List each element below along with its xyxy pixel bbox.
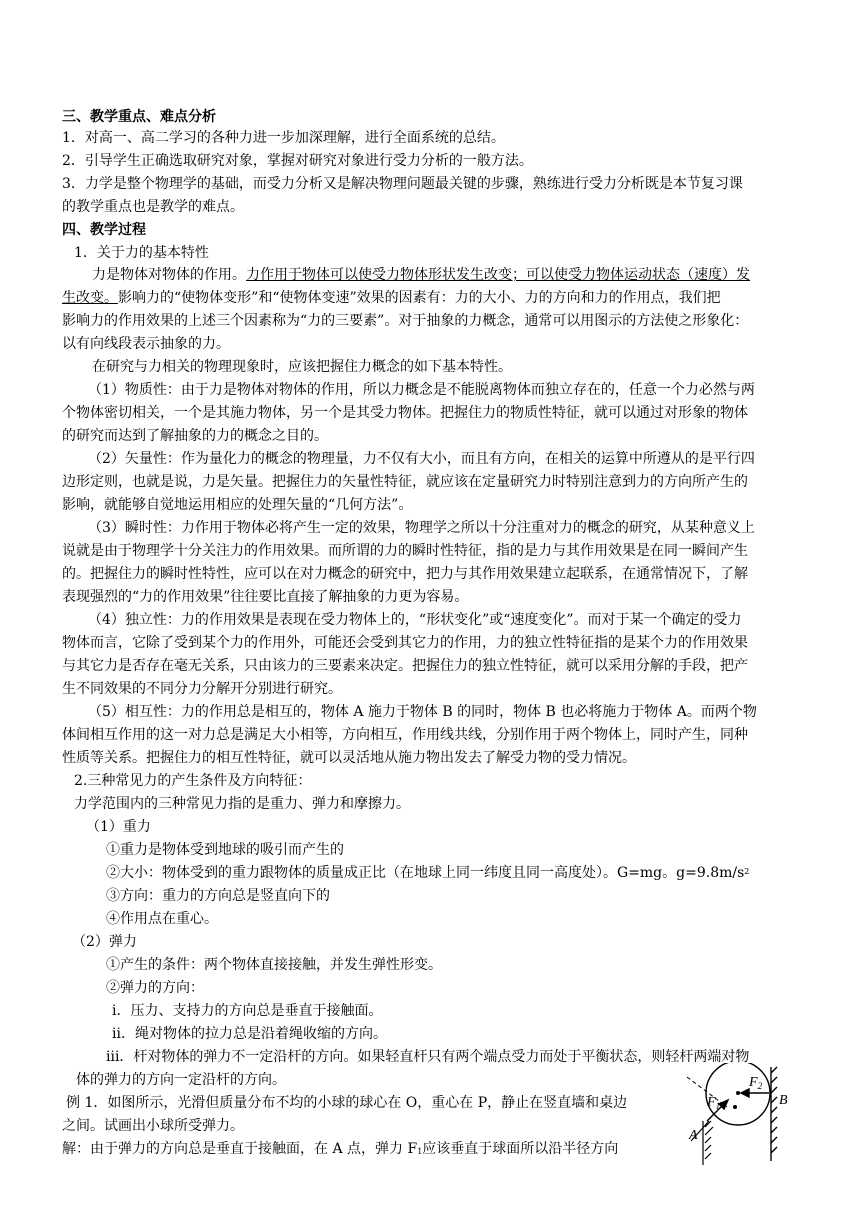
label-f2: $F_2$ bbox=[749, 1075, 763, 1091]
subsection1-heading: 1．关于力的基本特性 bbox=[74, 245, 209, 261]
example1-line1: 例 1．如图所示，光滑但质量分布不均的小球的球心在 O，重心在 P，静止在竖直墙和桌边 bbox=[66, 1095, 628, 1111]
property3-line3: 的。把握住力的瞬时性特性，应可以在对力概念的研究中，把力与其作用效果建立起联系，在通常情况下，了解 bbox=[62, 566, 748, 582]
section3-point2: 2．引导学生正确选取研究对象，掌握对研究对象进行受力分析的一般方法。 bbox=[62, 153, 533, 169]
solution-line1: 解：由于弹力的方向总是垂直于接触面，在 A 点，弹力 F1应该垂直于球面所以沿半径方向 bbox=[62, 1141, 619, 1157]
property2-line1: （2）矢量性：作为量化力的概念的物理量，力不仅有大小，而且有方向，在相关的运算中所遵从的是平行四 bbox=[88, 451, 755, 467]
subsection2-heading: 2.三种常见力的产生条件及方向特征： bbox=[74, 773, 312, 789]
property3-line2: 说就是由于物理学十分关注力的作用效果。而所谓的力的瞬时性特征，指的是力与其作用效果是在同一瞬间产生 bbox=[62, 543, 748, 559]
gravity-item1: ①重力是物体受到地球的吸引而产生的 bbox=[106, 842, 344, 858]
section3-point3-line2: 的教学重点也是教学的难点。 bbox=[62, 199, 244, 215]
label-a: A bbox=[689, 1128, 698, 1143]
property2-line2: 边形定则，也就是说，力是矢量。把握住力的矢量性特征，就应该在定量研究力时特别注意到力的方向所产生的 bbox=[62, 474, 748, 490]
center-point bbox=[736, 1091, 740, 1095]
property3-line4: 表现强烈的“力的作用效果”往往要比直接了解抽象的力更为容易。 bbox=[62, 589, 469, 605]
elastic-heading: （2）弹力 bbox=[72, 934, 137, 950]
property1-line1: （1）物质性：由于力是物体对物体的作用，所以力概念是不能脱离物体而独立存在的，任意一个力必然与两 bbox=[88, 382, 755, 398]
intro-line5: 在研究与力相关的物理现象时，应该把握住力概念的如下基本特性。 bbox=[92, 359, 512, 375]
section3-heading: 三、教学重点、难点分析 bbox=[62, 109, 216, 125]
property5-line2: 体间相互作用的这一对力总是满足大小相等，方向相互，作用线共线，分别作用于两个物体上，同时产生，同种 bbox=[62, 727, 748, 743]
gravity-heading: （1）重力 bbox=[86, 819, 151, 835]
property4-line2: 物体而言，它除了受到某个力的作用外，可能还会受到其它力的作用，力的独立性特征指的是某个力的作用效果 bbox=[62, 635, 748, 651]
label-f1: $F_1$ bbox=[707, 1095, 721, 1111]
label-b: B bbox=[779, 1093, 788, 1108]
property3-line1: （3）瞬时性：力作用于物体必将产生一定的效果，物理学之所以十分注重对力的概念的研究，从某种意义上 bbox=[88, 520, 755, 536]
force-f2-arrow bbox=[741, 1089, 769, 1097]
property1-line3: 的研究而达到了解抽象的力的概念之目的。 bbox=[62, 428, 328, 444]
elastic-item2-iii-line1: ⅲ．杆对物体的弹力不一定沿杆的方向。如果轻直杆只有两个端点受力而处于平衡状态，则轻杆两端对物 bbox=[106, 1049, 750, 1065]
example1-line2: 之间。试画出小球所受弹力。 bbox=[62, 1118, 244, 1134]
gravity-item3: ③方向：重力的方向总是竖直向下的 bbox=[106, 888, 330, 904]
ball-wall-figure bbox=[683, 1063, 805, 1165]
gravity-item2: ②大小：物体受到的重力跟物体的质量成正比（在地球上同一纬度且同一高度处）。G=mg。$g=9.8m/s^2$ bbox=[106, 865, 750, 881]
wall bbox=[771, 1067, 777, 1161]
property5-line3: 性质等关系。把握住力的相互性特征，就可以灵活地从施力物出发去了解受力物的受力情况。 bbox=[62, 750, 636, 766]
intro-line2: 生改变。影响力的“使物体变形”和“使物体变速”效果的因素有：力的大小、力的方向和力的作用点，我们把 bbox=[62, 290, 721, 306]
elastic-item2-iii-line2: 体的弹力的方向一定沿杆的方向。 bbox=[76, 1072, 286, 1088]
intro-line1: 力是物体对物体的作用。力作用于物体可以使受力物体形状发生改变；可以使受力物体运动状态（速度）发 bbox=[92, 267, 750, 283]
section4-heading: 四、教学过程 bbox=[62, 222, 146, 238]
intro-line3: 影响力的作用效果的上述三个因素称为“力的三要素”。对于抽象的力概念，通常可以用图示的方法使之形象化： bbox=[62, 313, 749, 329]
property2-line3: 影响，就能够自觉地运用相应的处理矢量的“几何方法”。 bbox=[62, 497, 413, 513]
section3-point1: 1．对高一、高二学习的各种力进一步加深理解，进行全面系统的总结。 bbox=[62, 130, 505, 146]
subsection2-intro: 力学范围内的三种常见力指的是重力、弹力和摩擦力。 bbox=[74, 796, 410, 812]
gravity-point bbox=[733, 1105, 737, 1109]
property5-line1: （5）相互性：力的作用总是相互的，物体 A 施力于物体 B 的同时，物体 B 也必将施力于物体 A。而两个物 bbox=[88, 704, 757, 720]
intro-line4: 以有向线段表示抽象的力。 bbox=[62, 336, 230, 352]
elastic-item2-i: ⅰ．压力、支持力的方向总是垂直于接触面。 bbox=[112, 1003, 383, 1019]
property4-line1: （4）独立性：力的作用效果是表现在受力物体上的，“形状变化”或“速度变化”。而对于某一个确定的受力 bbox=[88, 612, 742, 628]
elastic-item1: ①产生的条件：两个物体直接接触，并发生弹性形变。 bbox=[106, 957, 442, 973]
gravity-item4: ④作用点在重心。 bbox=[106, 911, 218, 927]
property1-line2: 个物体密切相关，一个是其施力物体，另一个是其受力物体。把握住力的物质性特征，就可以通过对形象的物体 bbox=[62, 405, 748, 421]
elastic-item2: ②弹力的方向： bbox=[106, 980, 204, 996]
property4-line3: 与其它力是否存在毫无关系，只由该力的三要素来决定。把握住力的独立性特征，就可以采用分解的手段，把产 bbox=[62, 658, 748, 674]
property4-line4: 生不同效果的不同分力分解开分别进行研究。 bbox=[62, 681, 342, 697]
section3-point3-line1: 3．力学是整个物理学的基础，而受力分析又是解决物理问题最关键的步骤，熟练进行受力分析既是本节复习课 bbox=[62, 176, 743, 192]
elastic-item2-ii: ⅱ．绳对物体的拉力总是沿着绳收缩的方向。 bbox=[112, 1026, 387, 1042]
